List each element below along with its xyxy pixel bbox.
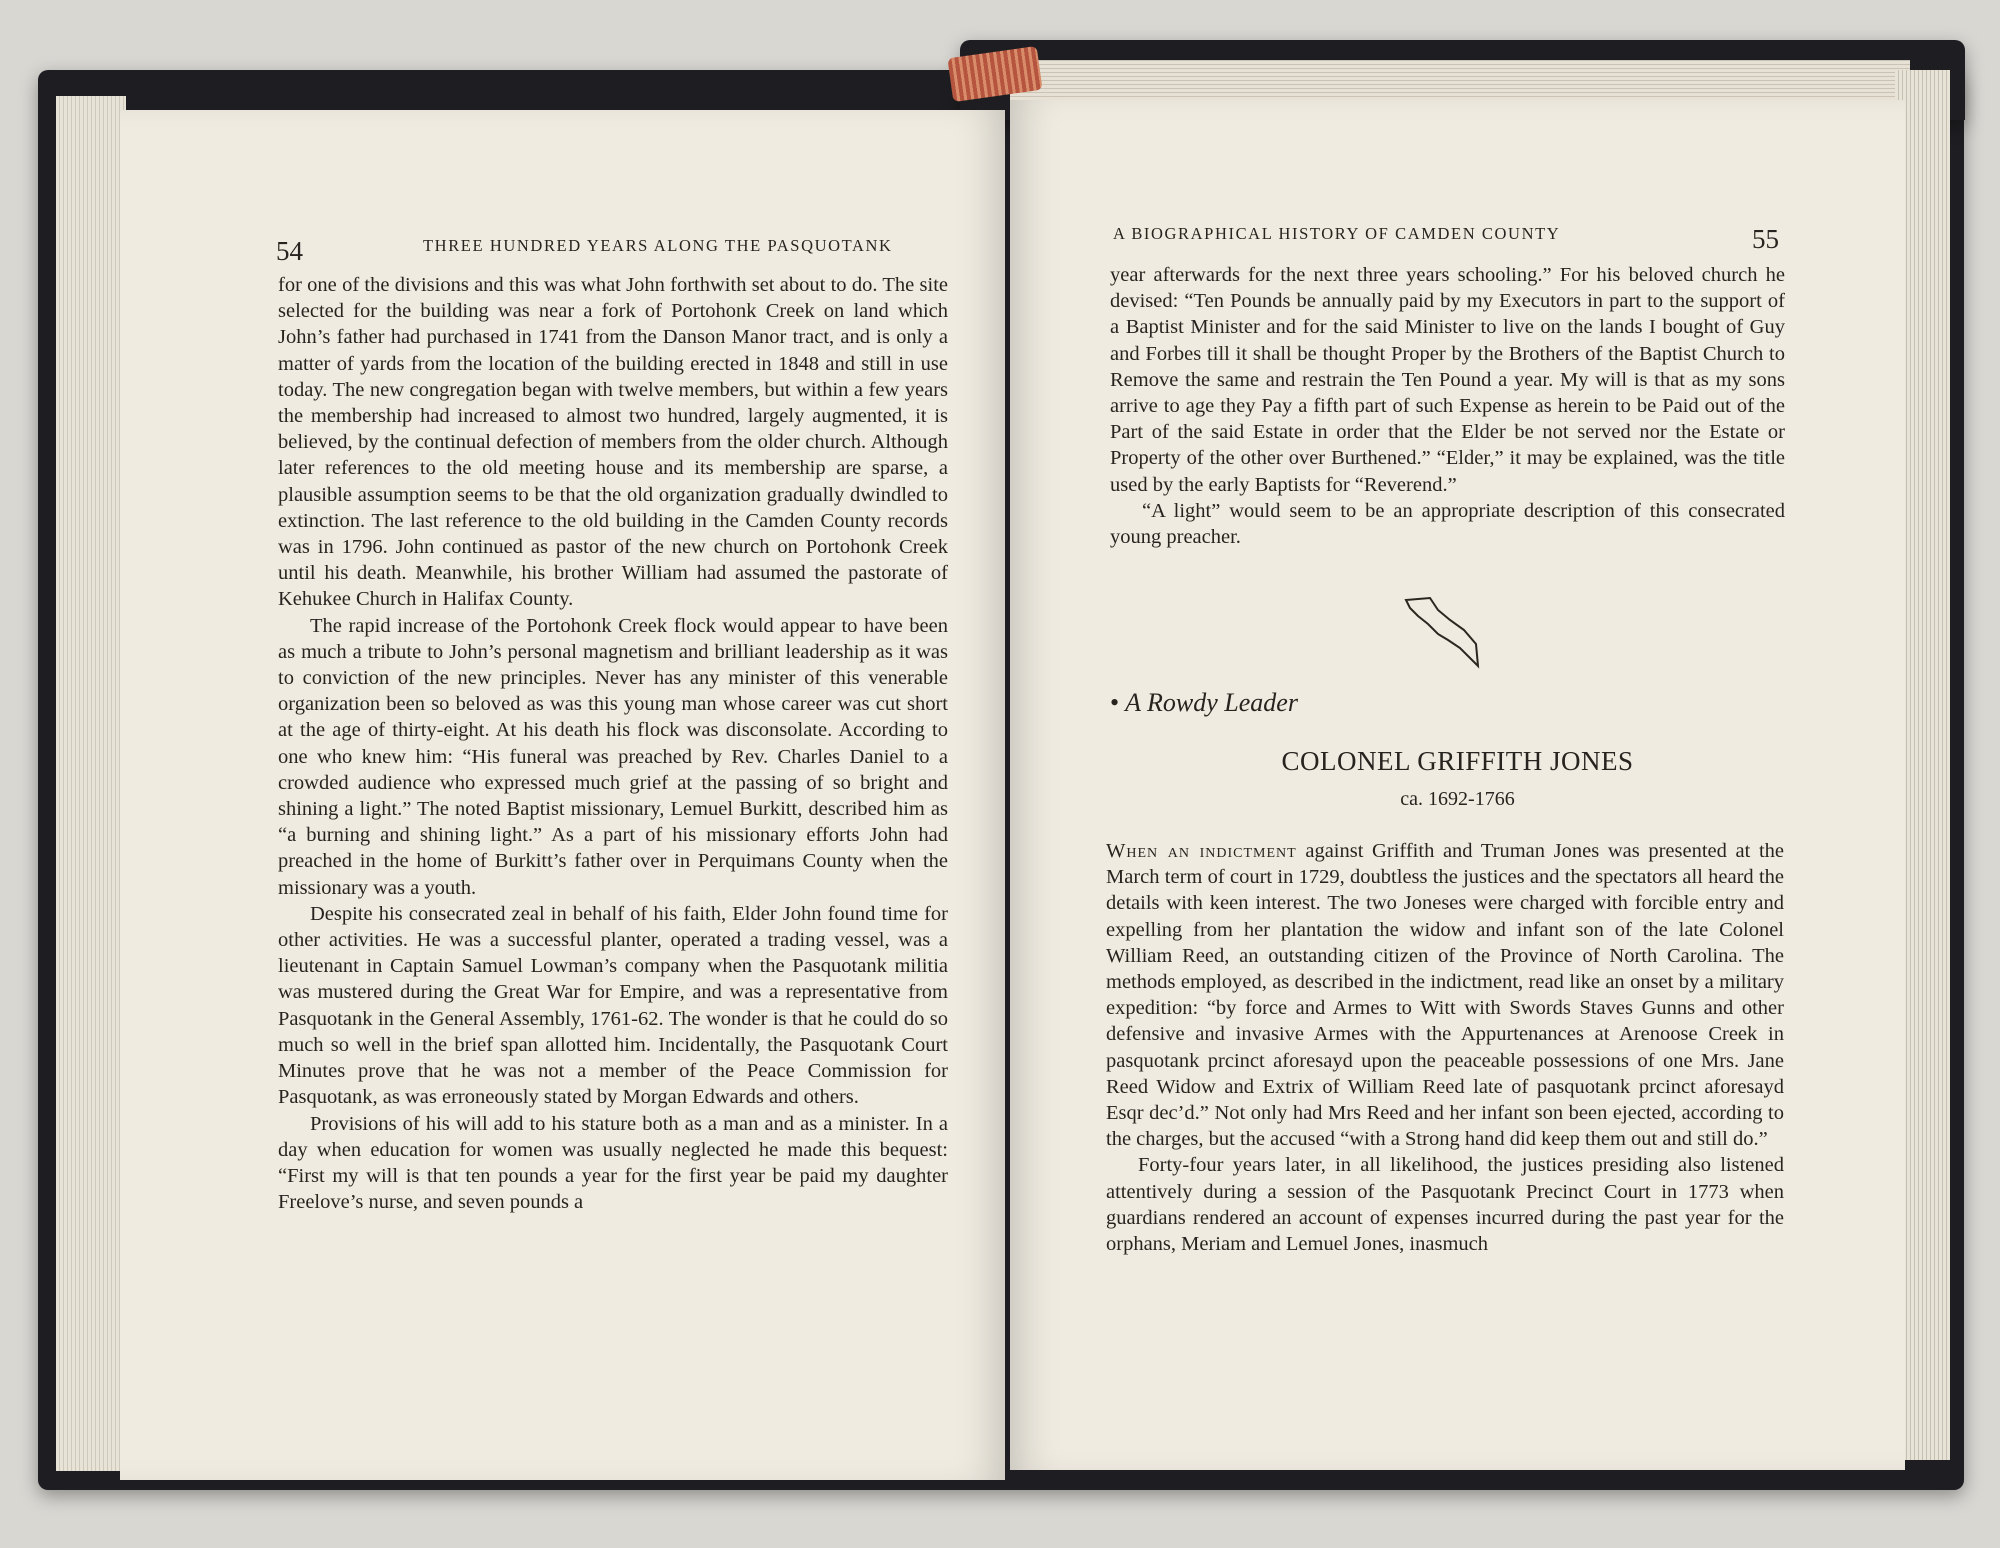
section-bullet: • xyxy=(1110,688,1120,717)
lead-in-smallcaps: When an indictment xyxy=(1106,840,1297,862)
page-edges-left xyxy=(56,96,126,1471)
right-page-body-top xyxy=(1110,262,1785,550)
section-heading xyxy=(1110,688,1298,718)
paragraph xyxy=(1106,838,1784,1152)
paragraph: for one of the divisions and this was what John forthwith set about to do. The site selected for the building was near a fork of Portohonk Creek on land which John’s father had purchased in 1741 from the Danson Manor tract, and is only a matter of yards from the location of the building erected in 1848 and still in use today. The new congregation began with twelve members, but within a few years the membership had increased to almost two hundred, largely augmented, it is believed, by the continual defection of members from the older church. Although later references to the old meeting house and its membership are sparse, a plausible assumption seems to be that the old organization gradually dwindled to extinction. The last reference to the old building in the Camden County records was in 1796. John continued as pastor of the new church on Portohonk Creek until his death. Meanwhile, his brother William had assumed the pastorate of Kehukee Church in Halifax County. xyxy=(278,274,948,611)
running-head-left: THREE HUNDRED YEARS ALONG THE PASQUOTANK xyxy=(423,236,893,255)
right-page-body-bottom xyxy=(1106,838,1784,1257)
paragraph: Provisions of his will add to his stature both as a man and as a minister. In a day when education for women was usually neglected he made this bequest: “First my will is that ten pounds a year for the first year be paid my daughter Freelove’s nurse, and seven pounds a xyxy=(278,1112,948,1214)
running-head-right: A BIOGRAPHICAL HISTORY OF CAMDEN COUNTY xyxy=(1113,224,1561,243)
page-number-left: 54 xyxy=(276,236,303,266)
map-outline-ornament-icon xyxy=(1402,596,1482,672)
paragraph: The rapid increase of the Portohonk Creek flock would appear to have been as much a tribute to John’s personal magnetism and brilliant leadership as it was to conviction of the new principles. Never has any minister of this venerable organization been so beloved as was this young man whose career was cut short at the age of thirty-eight. At his death his flock was disconsolate. According to one who knew him: “His funeral was preached by Rev. Charles Daniel to a crowded audience who expressed much grief at the passing of so bright and shining a light.” The noted Baptist missionary, Lemuel Burkitt, described him as “a burning and shining light.” As a part of his missionary efforts John had preached in the home of Burkitt’s father over in Perquimans County when the missionary was a youth. xyxy=(278,614,948,899)
section-heading-text: A Rowdy Leader xyxy=(1125,688,1298,717)
biography-dates: ca. 1692-1766 xyxy=(1400,788,1515,810)
paragraph-text: against Griffith and Truman Jones was presented at the March term of court in 1729, doubtless the justices and the spectators all heard the details with keen interest. The two Joneses were charged with forcible entry and expelling from her plantation the widow and infant son of the late Colonel William Reed, an outstanding citizen of the Province of North Carolina. The methods employed, as described in the indictment, read like an onset by a military expedition: “by force and Armes to Witt with Swords Staves Gunns and other defensive and invasive Armes with the Appurtenances at Arenoose Creek in pasquotank prcinct aforesayd upon the peaceable possessions of one Mrs. Jane Reed Widow and Extrix of William Reed late of pasquotank prcinct aforesayd Esqr dec’d.” Not only had Mrs Reed and her infant son been ejected, according to the charges, but the accused “with a Strong hand did keep them out and still do.” xyxy=(1106,840,1784,1151)
page-number-right: 55 xyxy=(1752,224,1779,254)
left-page-body xyxy=(278,272,948,1215)
biography-title: COLONEL GRIFFITH JONES xyxy=(1281,746,1634,776)
paragraph: year afterwards for the next three years schooling.” For his beloved church he devised: “Ten Pounds be annually paid by my Executors in part to the support of a Baptist Minister and for the said Minister to live on the lands I bought of Guy and Forbes till it shall be thought Proper by the Brothers of the Baptist Church to Remove the same and restrain the Ten Pound a year. My will is that as my sons arrive to age they Pay a fifth part of such Expense as herein to be Paid out of the Part of the said Estate in order that the Elder be not served nor the Estate or Property of the other over Burthened.” “Elder,” it may be explained, was the title used by the early Baptists for “Reverend.” xyxy=(1110,264,1785,496)
paragraph: Forty-four years later, in all likelihood, the justices presiding also listened attentively during a session of the Pasquotank Precinct Court in 1773 when guardians rendered an account of expenses incurred during the past year for the orphans, Meriam and Lemuel Jones, inasmuch xyxy=(1106,1154,1784,1256)
paragraph: “A light” would seem to be an appropriate description of this consecrated young preacher. xyxy=(1110,499,1785,549)
paragraph: Despite his consecrated zeal in behalf of his faith, Elder John found time for other activities. He was a successful planter, operated a trading vessel, was a lieutenant in Captain Samuel Lowman’s company when the Pasquotank militia was mustered during the Great War for Empire, and was a representative from Pasquotank in the General Assembly, 1761-62. The wonder is that he could do so much so well in the brief span allotted him. Incidentally, the Pasquotank Court Minutes prove that he was not a member of the Peace Commission for Pasquotank, as was erroneously stated by Morgan Edwards and others. xyxy=(278,902,948,1109)
left-page xyxy=(120,110,1005,1480)
right-page xyxy=(1010,100,1905,1470)
